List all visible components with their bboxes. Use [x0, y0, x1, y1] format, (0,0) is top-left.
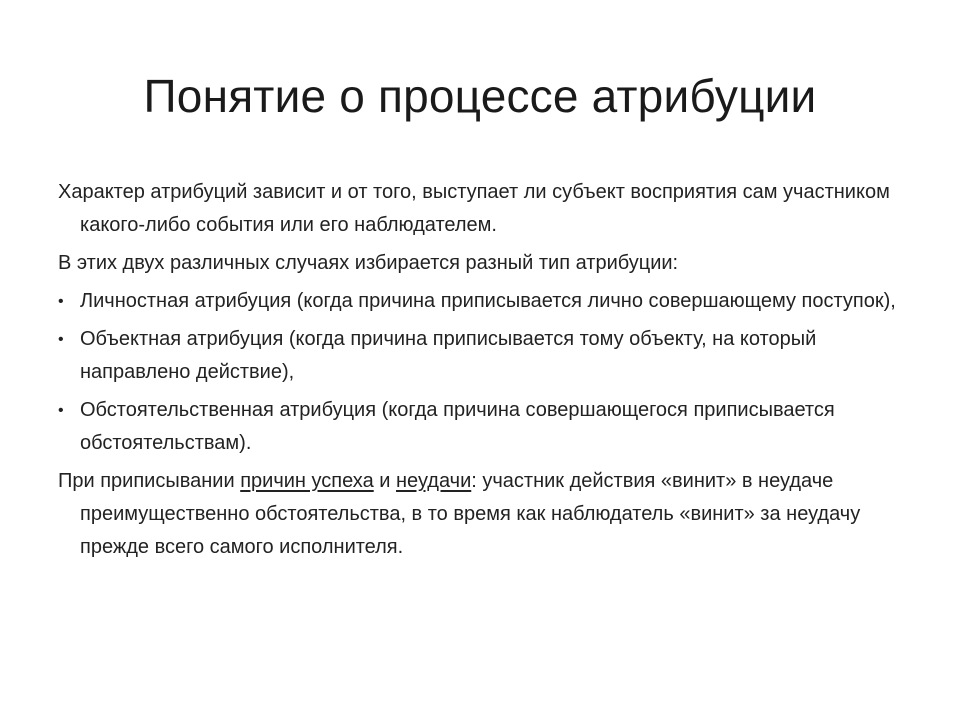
list-item: [58, 394, 908, 460]
bullet-icon: •: [58, 402, 64, 419]
paragraph-suffix: : участник действия «винит» в неудаче преимущественно обстоятельства, в то время как наблюдатель «винит» за неудачу прежде всего самого исполнителя.: [80, 470, 861, 558]
paragraph-prefix: При приписывании: [58, 470, 241, 492]
list-item-text: Обстоятельственная атрибуция (когда причина совершающегося приписывается обстоятельствам).: [80, 399, 835, 454]
list-item: [58, 285, 908, 318]
paragraph-middle: и: [373, 470, 397, 492]
list-item-text: Личностная атрибуция (когда причина приписывается лично совершающему поступок),: [80, 290, 896, 312]
paragraph-participant-observer: Характер атрибуций зависит и от того, выступает ли субъект восприятия сам участником какого-либо события или его наблюдателем.: [58, 181, 890, 236]
failure-link[interactable]: неудачи: [396, 470, 472, 492]
list-item: [58, 323, 908, 389]
bullet-icon: •: [58, 331, 64, 348]
paragraph-attribution-types: В этих двух различных случаях избирается разный тип атрибуции:: [58, 252, 679, 274]
slide-body: [58, 176, 908, 569]
list-item-text: Объектная атрибуция (когда причина приписывается тому объекту, на который направлено действие),: [80, 328, 817, 383]
attribution-types-list: [58, 285, 908, 460]
success-causes-link[interactable]: причин успеха: [240, 470, 374, 492]
bullet-icon: •: [58, 293, 64, 310]
slide-title: Понятие о процессе атрибуции: [143, 70, 817, 122]
paragraph-success-failure: [58, 465, 908, 564]
